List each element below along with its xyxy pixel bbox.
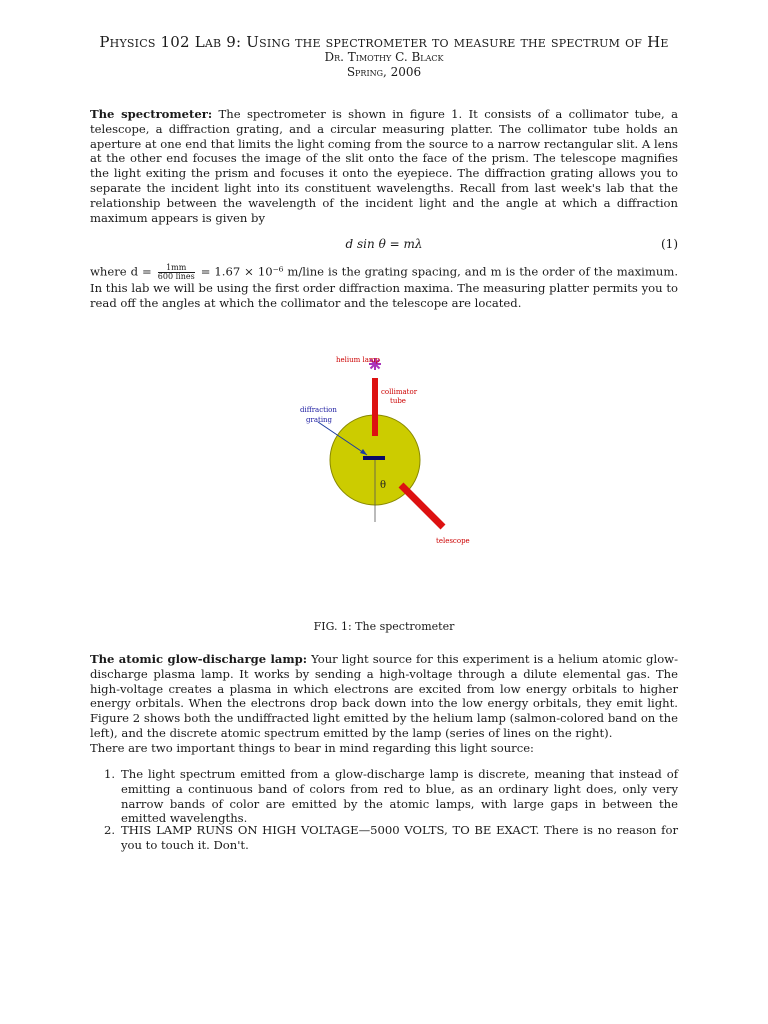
list-text: The light spectrum emitted from a glow-discharge lamp is discrete, meaning that instead of emitting a continuous band of colors from red to blue, as an ordinary light does, only very narrow bands of color are emitted by the atomic lamps, with large gaps in between the emitted wavelengths. (121, 767, 678, 826)
where-suffix: = 1.67 × 10⁻⁶ m/line is the grating spacing, and m is the order of the maximum. In this lab we will be using the first order diffraction maxima. The measuring platter permits you to read off the angles at which the collimator and the telescope are located. (90, 264, 679, 310)
author-line: Dr. Timothy C. Black (324, 50, 444, 64)
where-paragraph (90, 264, 678, 311)
collimator-label-line2: tube (390, 397, 406, 405)
page-title: Physics 102 Lab 9: Using the spectrometer to measure the spectrum of He (99, 33, 669, 51)
telescope-label: telescope (436, 537, 470, 545)
figure-caption: FIG. 1: The spectrometer (313, 620, 455, 633)
spectrometer-figure (300, 350, 560, 550)
list-number: 2. (104, 823, 116, 837)
date-line: Spring, 2006 (346, 65, 422, 79)
grating-label-line1: diffraction (300, 406, 337, 414)
lamp-followup: There are two important things to bear in mind regarding this light source: (90, 741, 534, 755)
telescope (401, 485, 443, 527)
grating-spacing-fraction (158, 264, 195, 281)
helium-lamp-label: helium lamp (336, 356, 381, 364)
list-text: THIS LAMP RUNS ON HIGH VOLTAGE—5000 VOLTS, TO BE EXACT. There is no reason for you to touch it. Don't. (121, 823, 678, 852)
lamp-body: Your light source for this experiment is a helium atomic glow-discharge plasma lamp. It works by sending a high-voltage through a dilute elemental gas. The high-voltage creates a plasma in which electrons are excited from low energy orbitals to higher energy orbitals. When the electrons drop back down into the low energy orbitals, they emit light. Figure 2 shows both the undiffracted light emitted by the helium lamp (salmon-colored band on the left), and the discrete atomic spectrum emitted by the lamp (series of lines on the right). (90, 652, 679, 740)
grating-label-line2: grating (306, 416, 333, 424)
spectrometer-paragraph (90, 107, 678, 225)
equation-number: (1) (661, 237, 678, 251)
fraction-denominator: 600 lines (157, 272, 195, 281)
collimator-label-line1: collimator (381, 388, 418, 396)
fraction-numerator: 1mm (158, 264, 195, 273)
lamp-heading: The atomic glow-discharge lamp: (90, 652, 308, 666)
lamp-paragraph (90, 652, 678, 741)
spectrometer-body: The spectrometer is shown in figure 1. It consists of a collimator tube, a telescope, a diffraction grating, and a circular measuring platter. The collimator tube holds an aperture at one end that limits the light coming from the source to a narrow rectangular slit. A lens at the other end focuses the image of the slit onto the face of the prism. The telescope magnifies the light exiting the prism and focuses it onto the eyepiece. The diffraction grating allows you to separate the incident light into its constituent wavelengths. Recall from last week's lab that the relationship between the wavelength of the incident light and the angle at which a diffraction maximum appears is given by (90, 107, 678, 225)
equation-text: d sin θ = mλ (345, 237, 423, 251)
diffraction-grating (363, 456, 385, 460)
spectrometer-heading: The spectrometer: (90, 107, 213, 121)
list-number: 1. (104, 767, 116, 781)
where-prefix: where d = (90, 264, 152, 279)
collimator-tube (372, 378, 378, 436)
theta-label: θ (380, 480, 387, 491)
